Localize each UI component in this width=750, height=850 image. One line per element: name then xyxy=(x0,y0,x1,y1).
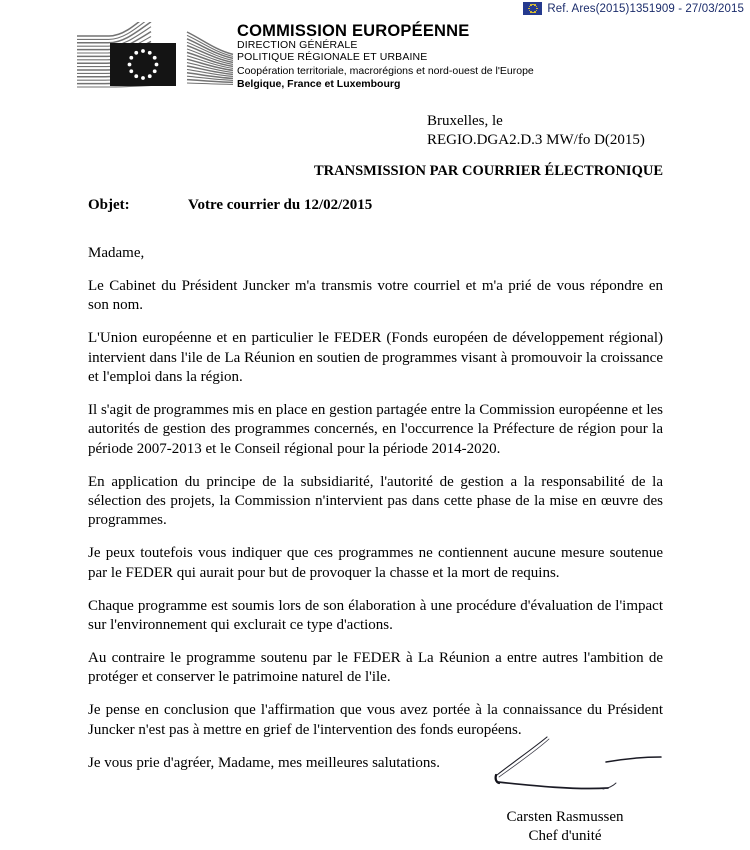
letterhead xyxy=(75,22,675,100)
handwritten-signature xyxy=(475,735,675,793)
letter-body xyxy=(88,244,663,773)
place-and-reference xyxy=(427,112,645,150)
european-commission-logo xyxy=(75,22,237,94)
body-paragraph: Je peux toutefois vous indiquer que ces programmes ne contiennent aucune mesure soutenue par le FEDER qui aurait pour but de provoquer la chasse et la mort de requins. xyxy=(88,545,663,581)
ares-reference-text: Ref. Ares(2015)1351909 - 27/03/2015 xyxy=(547,2,744,15)
body-paragraph: Je pense en conclusion que l'affirmation que vous avez portée à la connaissance du Président Juncker n'est pas à mettre en grief de l'intervention des fonds européens. xyxy=(88,702,663,738)
transmission-notice: TRANSMISSION PAR COURRIER ÉLECTRONIQUE xyxy=(314,163,663,179)
body-paragraph: Le Cabinet du Président Juncker m'a transmis votre courriel et m'a prié de vous répondre en son nom. xyxy=(88,277,663,314)
signer-name: Carsten Rasmussen xyxy=(506,809,624,825)
salutation: Madame, xyxy=(88,245,145,261)
directorate-general: DIRECTION GÉNÉRALE xyxy=(237,39,358,51)
organisation-block xyxy=(237,22,667,90)
body-paragraphs xyxy=(88,277,663,773)
body-paragraph: En application du principe de la subsidiarité, l'autorité de gestion a la responsabilité de la sélection des projets, la Commission n'intervient pas dans cette phase de la mise en œuvre des programmes. xyxy=(88,473,663,529)
eu-flag-icon xyxy=(523,2,542,15)
ares-reference-group xyxy=(523,2,744,15)
body-paragraph: Au contraire le programme soutenu par le FEDER à La Réunion a entre autres l'ambition de protéger et conserver le patrimoine naturel de l'ile. xyxy=(88,650,663,686)
policy-line: POLITIQUE RÉGIONALE ET URBAINE xyxy=(237,50,428,63)
place-date-line: Bruxelles, le xyxy=(427,113,503,129)
subject-label: Objet: xyxy=(88,197,130,213)
unit-line: Coopération territoriale, macrorégions et nord-ouest de l'Europe xyxy=(237,64,534,77)
ares-reference-bar xyxy=(0,2,750,18)
body-paragraph: Il s'agit de programmes mis en place en gestion partagée entre la Commission européenne et les autorités de gestion des programmes concernés, en l'occurrence la Préfecture de région pour la période 2007-2013 et le Conseil régional pour la période 2014-2020. xyxy=(88,401,663,457)
body-paragraph: Chaque programme est soumis lors de son élaboration à une procédure d'évaluation de l'impact sur l'environnement qui exclurait ce type d'actions. xyxy=(88,597,663,634)
body-paragraph: Je vous prie d'agréer, Madame, mes meilleures salutations. xyxy=(88,754,440,771)
body-paragraph: L'Union européenne et en particulier le FEDER (Fonds européen de développement régional) intervient dans l'ile de La Réunion en soutien de programmes visant à promouvoir la croissance et l'emploi dans la région. xyxy=(88,330,663,386)
signer-title: Chef d'unité xyxy=(528,828,602,844)
subject-value: Votre courrier du 12/02/2015 xyxy=(188,197,373,213)
signature-block xyxy=(430,735,700,845)
countries-line: Belgique, France et Luxembourg xyxy=(237,77,401,90)
organisation-name: COMMISSION EUROPÉENNE xyxy=(237,22,470,40)
document-reference-code: REGIO.DGA2.D.3 MW/fo D(2015) xyxy=(427,132,645,148)
subject-row xyxy=(88,197,663,214)
